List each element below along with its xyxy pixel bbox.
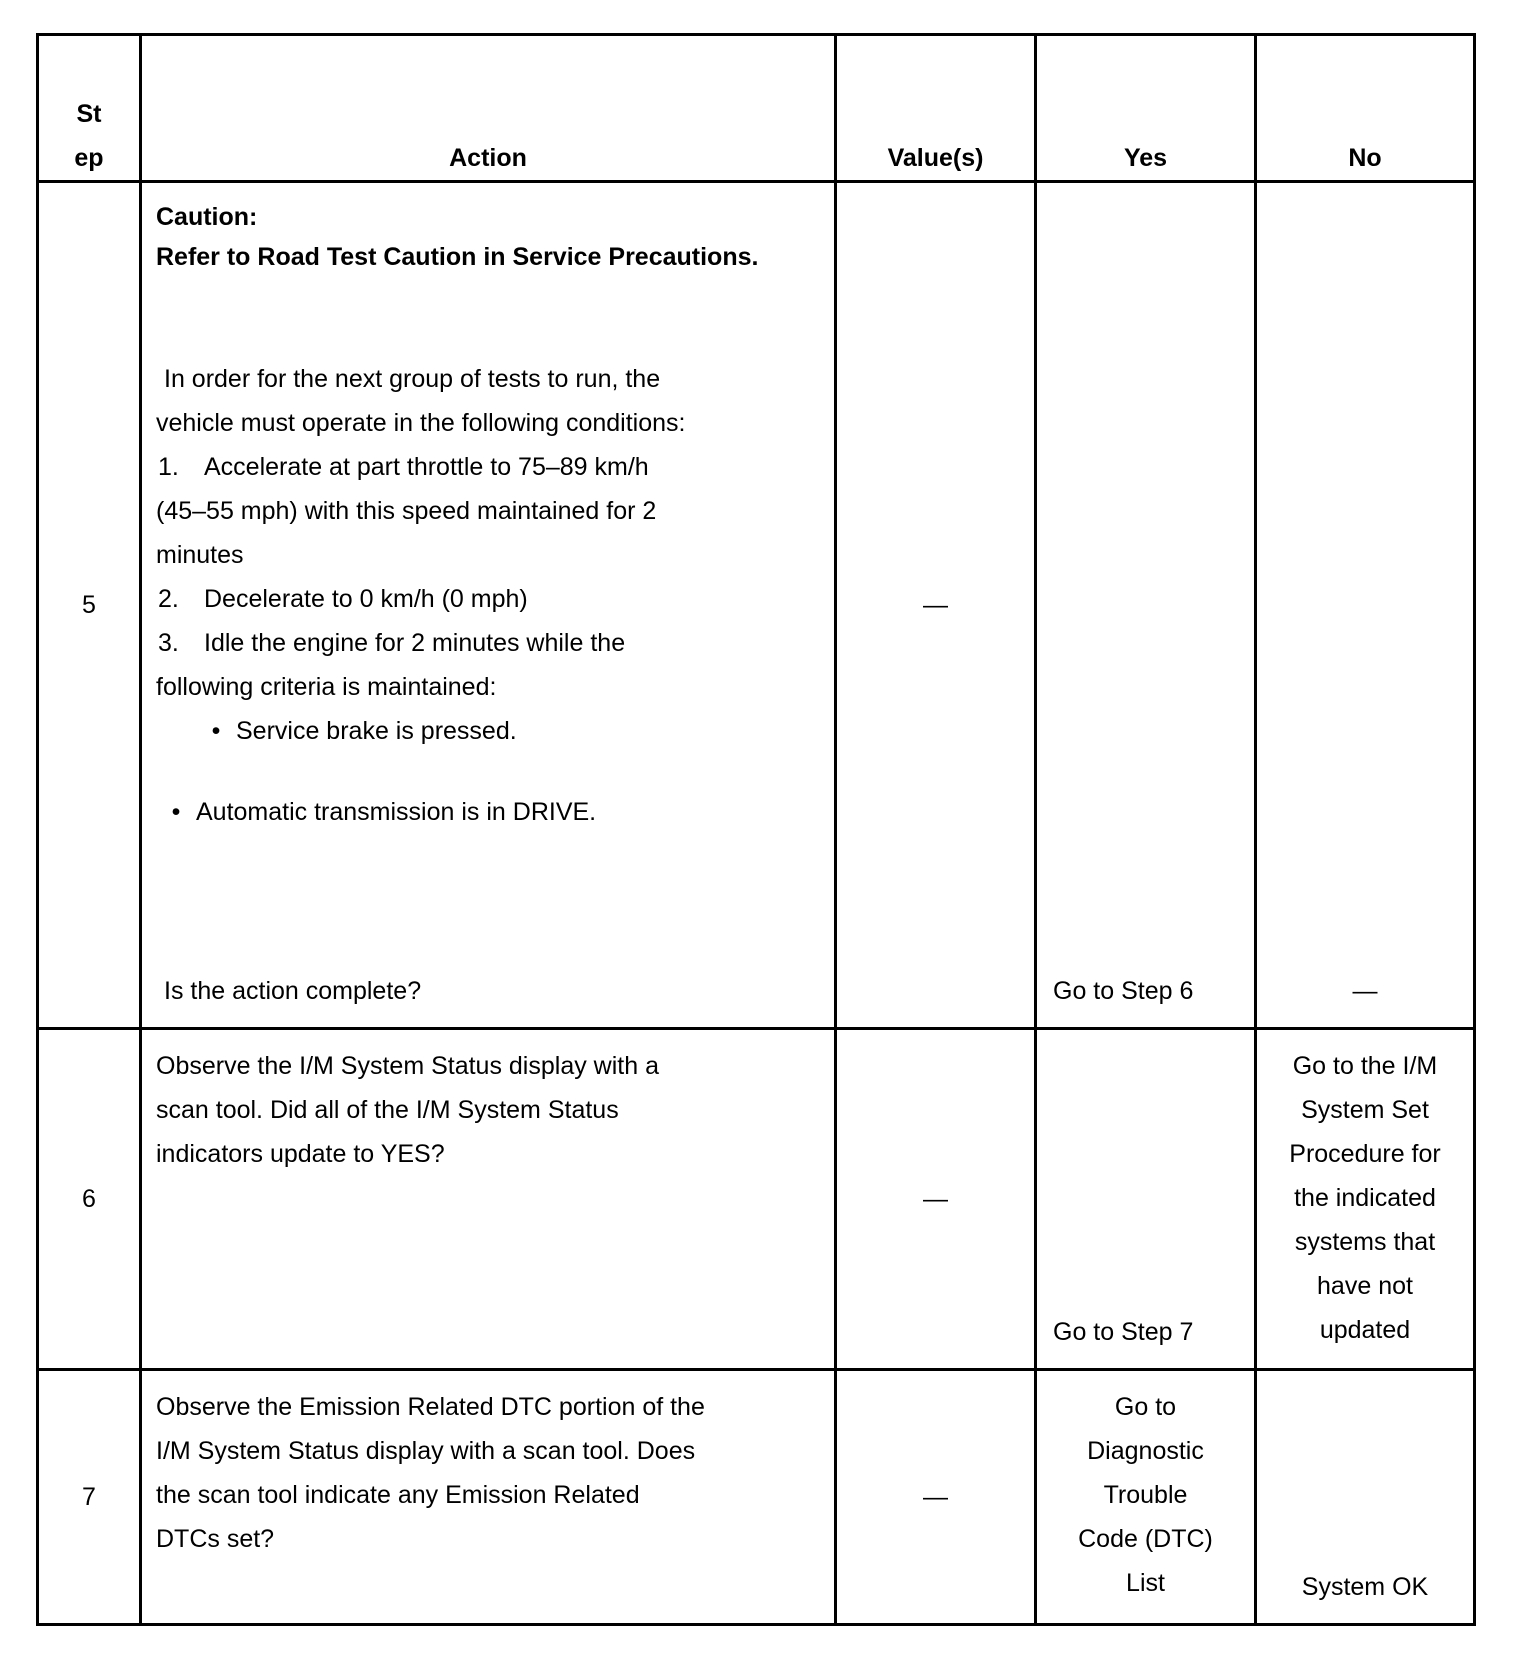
action-line: Observe the I/M System Status display with a: [156, 1052, 659, 1080]
list-item-continued: following criteria is maintained:: [156, 673, 497, 701]
no-line: the indicated: [1294, 1184, 1436, 1212]
header-action: Action: [141, 35, 836, 182]
header-row: [38, 35, 1475, 182]
no-line: have not: [1317, 1272, 1413, 1300]
header-step-line1: St: [76, 100, 102, 128]
yes-cell: [1036, 1029, 1256, 1370]
action-cell: [141, 182, 836, 1029]
no-line: updated: [1319, 1316, 1411, 1344]
no-cell: [1256, 182, 1475, 1029]
list-number: 1.: [158, 453, 179, 481]
yes-line: Diagnostic: [1087, 1437, 1204, 1465]
yes-line: List: [1126, 1569, 1165, 1597]
action-line: I/M System Status display with a scan tool. Does: [156, 1437, 696, 1465]
yes-line: Trouble: [1103, 1481, 1188, 1509]
intro-line: vehicle must operate in the following conditions:: [156, 409, 686, 437]
caution-title: Caution:: [156, 203, 258, 231]
list-item-continued: minutes: [156, 541, 244, 569]
value-cell: —: [836, 1370, 1036, 1625]
diagnostic-table: [36, 33, 1476, 1626]
no-cell: [1256, 1370, 1475, 1625]
action-line: scan tool. Did all of the I/M System Status: [156, 1096, 619, 1124]
no-text: System OK: [1301, 1573, 1429, 1601]
action-line: indicators update to YES?: [156, 1140, 445, 1168]
step-number: 6: [38, 1029, 141, 1370]
value-cell: —: [836, 1029, 1036, 1370]
yes-cell: [1036, 1370, 1256, 1625]
yes-line: Code (DTC): [1078, 1525, 1213, 1553]
header-step-line2: ep: [74, 144, 104, 172]
bullet-item: • Automatic transmission is in DRIVE.: [156, 790, 820, 834]
table-row-step-6: [38, 1029, 1475, 1370]
no-cell: [1256, 1029, 1475, 1370]
action-line: Observe the Emission Related DTC portion of the: [156, 1393, 705, 1421]
list-item: 2. Decelerate to 0 km/h (0 mph): [156, 577, 820, 621]
action-line: DTCs set?: [156, 1525, 275, 1553]
no-text: —: [1352, 977, 1378, 1005]
bullet-icon: •: [211, 717, 221, 745]
yes-text: Go to Step 7: [1053, 1318, 1194, 1346]
header-yes: Yes: [1036, 35, 1256, 182]
yes-text: Go to Step 6: [1053, 977, 1194, 1005]
value-cell: —: [836, 182, 1036, 1029]
no-line: Go to the I/M: [1292, 1052, 1438, 1080]
action-line: the scan tool indicate any Emission Related: [156, 1481, 640, 1509]
header-step: [38, 35, 141, 182]
header-no: No: [1256, 35, 1475, 182]
step-number: 5: [38, 182, 141, 1029]
yes-line: Go to: [1114, 1393, 1177, 1421]
no-line: Procedure for: [1289, 1140, 1441, 1168]
intro-line: In order for the next group of tests to run, the: [164, 365, 661, 393]
action-cell: [141, 1029, 836, 1370]
no-line: System Set: [1301, 1096, 1429, 1124]
list-item-continued: (45–55 mph) with this speed maintained for 2: [156, 497, 657, 525]
list-item: 3. Idle the engine for 2 minutes while the: [156, 621, 820, 665]
bullet-icon: •: [171, 798, 181, 826]
caution-text: Refer to Road Test Caution in Service Precautions.: [156, 243, 759, 271]
step-number: 7: [38, 1370, 141, 1625]
list-number: 3.: [158, 629, 179, 657]
header-values: Value(s): [836, 35, 1036, 182]
table-row-step-7: [38, 1370, 1475, 1625]
bullet-item: • Service brake is pressed.: [156, 709, 820, 753]
list-item: 1. Accelerate at part throttle to 75–89 km/h: [156, 445, 820, 489]
no-line: systems that: [1294, 1228, 1436, 1256]
table-row-step-5: [38, 182, 1475, 1029]
list-number: 2.: [158, 585, 179, 613]
question-text: Is the action complete?: [164, 977, 422, 1005]
action-cell: [141, 1370, 836, 1625]
yes-cell: [1036, 182, 1256, 1029]
